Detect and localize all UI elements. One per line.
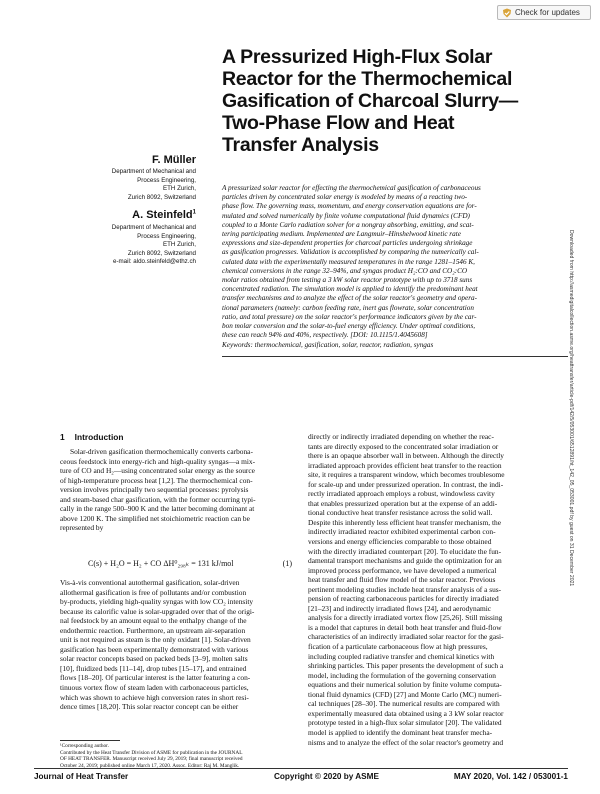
title-line: Two-Phase Flow and Heat [222, 112, 455, 134]
equation-number: (1) [282, 559, 292, 568]
abstract: A pressurized solar reactor for effecting the thermochemical gasification of carbonaceous particles driven by concentrated solar energy is modeled by means of a reacting two- phase flow. The governing mass, momentum, and energy conservation equations are for- mulated and solved numerically by finite volume computational fluid dynamics (CFD) coupled to a Monte Carlo radiation solver for a nongray absorbing, emitting, and scat- tering participating medium. Implemented are Langmuir–Hinshelwood kinetic rate expressions and size-dependent properties for charcoal particles undergoing shrinkage as gasification progresses. Validation is accomplished by comparing the numerically cal- culated data with the experimentally measured temperatures in the range 1281–1546 K, chemical conversions in the range 32–94%, and syngas product H₂:CO and CO₂:CO molar ratios obtained from testing a 3 kW solar reactor prototype with up to 3718 suns concentrated radiation. The simulation model is applied to identify the predominant heat transfer mechanisms and to analyze the effect of the solar reactor's geometry and opera- tional parameters (namely: carbon feeding rate, inert gas flowrate, solar concentration ratio, and total pressure) on the solar reactor's performance indicators given by the car- bon molar conversion and the solar-to-fuel energy efficiency. Under optimal conditions, these can reach 94% and 40%, respectively. [DOI: 10.1115/1.4045608] [222, 184, 481, 340]
footer-divider [34, 768, 568, 769]
footer-issue: MAY 2020, Vol. 142 / 053001-1 [453, 772, 568, 781]
section-number: 1 [60, 432, 65, 442]
left-column-text: Solar-driven gasification thermochemically converts carbona- ceous feedstock into energy-rich and high-quality syngas—a mix- ture of CO and H₂—using concentrated solar energy as the source of high-temperature process heat [1,2]. The thermochemical con- version involves principally two sequential processes: pyrolysis and steam-based char gasification, with the former occurring typi- cally in the range 500–900 K and the latter becoming dominant at above 1200 K. The simplified net stoichiometric reaction can be represented by [60, 447, 256, 533]
author-footnote-mark: 1 [192, 209, 196, 216]
equation-text: C(s) + H₂O = H₂ + CO ΔH⁰₂₉₈ₖ = 131 kJ/mol [88, 559, 234, 568]
right-column-text: directly or indirectly irradiated depending on whether the reac- tants are directly exposed to the concentrated solar irradiation or there is an opaque absorber wall in between. Although the directly irradiated approach provides efficient heat transfer to the reaction site, it requires a transparent window, which becomes troublesome for scale-up and under pressurized operation. In contrast, the indi- rectly irradiated approach employs a robust, windowless cavity that enables pressurized operation but at the expense of an addi- tional conductive heat transfer resistance across the solid wall. Despite this inherently less efficient heat transfer mechanism, the indirectly irradiated reactor exhibited experimental carbon con- versions and energy efficiencies comparable to those obtained with the directly irradiated counterpart [20]. To elucidate the fun- damental transport mechanisms and guide the optimization for an improved process performance, we have developed a numerical heat transfer and fluid flow model of the solar reactor. Previous pertinent modeling studies include heat transfer analysis of a sus- pension of reacting carbonaceous particles for directly irradiated [21–23] and indirectly irradiated flows [24], and aerodynamic analysis for a directly irradiated vortex flow [25,26]. Still missing is a model that captures in detail both heat transfer and fluid-flow characteristics of an indirectly irradiated solar reactor for the gasi- fication of a particulate carbonaceous flow at high pressures, including coupled radiative transfer and chemical kinetics with shrinking particles. This paper presents the development of such a model, including the formulation of the governing conservation equations and their numerical solution by finite volume computa- tional fluid dynamics (CFD) [27] and Monte Carlo (MC) numeri- cal techniques [28–30]. The numerical results are compared with experimentally measured data obtained using a 3 kW solar reactor prototype tested in a high-flux solar simulator [20]. The validated model is applied to identify the dominant heat transfer mecha- nisms and to analyze the effect of the solar reactor's geometry and [308, 432, 505, 747]
author-affiliation: Department of Mechanical and Process Engineering, ETH Zurich, Zurich 8092, Switzerland [111, 168, 196, 201]
author-affiliation: Department of Mechanical and Process Engineering, ETH Zurich, Zurich 8092, Switzerland e-mail: aldo.steinfeld@ethz.ch [46, 224, 196, 267]
left-column-text: Vis-à-vis conventional autothermal gasification, solar-driven allothermal gasification is free of pollutants and/or combustion by-products, yielding high-quality syngas with low CO₂ intensity because its calorific value is solar-upgraded over that of the origi- nal feedstock by an amount equal to the enthalpy change of the endothermic reaction. Furthermore, an upstream air-separation unit is not required as steam is the only oxidant [1]. Solar-driven gasification has been experimentally demonstrated with various solar reactor concepts based on packed beds [3–9], molten salts [10], fluidized beds [11–14], drop tubes [15–17], and entrained flows [18–20]. Of particular interest is the latter featuring a con- tinuous vortex flow of steam laden with carbonaceous particles, which was shown to achieve high conversion rates in short resi- dence times [18,20]. This solar reactor concept can be either [60, 578, 255, 712]
footnotes: ¹Corresponding author. Contributed by the Heat Transfer Division of ASME for publication in the JOURNAL OF HEAT TRANSFER. Manuscript received July 29, 2019; final manuscript received October 24, 2019; published online March 17, 2020. Assoc. Editor: Raj M. Manglik. [60, 743, 243, 769]
check-for-updates-label: Check for updates [515, 8, 580, 17]
footnote-divider [60, 740, 120, 741]
paper-title [222, 46, 567, 156]
title-line: Transfer Analysis [222, 134, 379, 156]
author-email[interactable]: e-mail: aldo.steinfeld@ethz.ch [113, 258, 196, 266]
check-updates-icon [502, 8, 512, 18]
check-for-updates-badge[interactable] [497, 5, 591, 20]
abstract-divider [222, 356, 568, 357]
author-name: F. Müller [151, 154, 196, 166]
section-title: Introduction [74, 432, 124, 442]
footer-copyright: Copyright © 2020 by ASME [274, 772, 379, 781]
title-line: Gasification of Charcoal Slurry— [222, 90, 518, 112]
author-name: A. Steinfeld$^1$ [132, 209, 196, 221]
title-line: A Pressurized High-Flux Solar [222, 46, 493, 68]
section-heading [60, 432, 124, 442]
title-line: Reactor for the Thermochemical [222, 68, 513, 90]
download-sidenote: Downloaded from http://asmedigitalcollection.asme.org/heattransfer/article-pdf/142/5/053001/6512891/ht_142_05_053001.pdf by guest on 31 December 2021 [568, 230, 574, 587]
footer-journal: Journal of Heat Transfer [34, 772, 129, 781]
keywords: Keywords: thermochemical, gasification, solar, reactor, radiation, syngas [222, 341, 434, 349]
page-footer [34, 772, 568, 784]
